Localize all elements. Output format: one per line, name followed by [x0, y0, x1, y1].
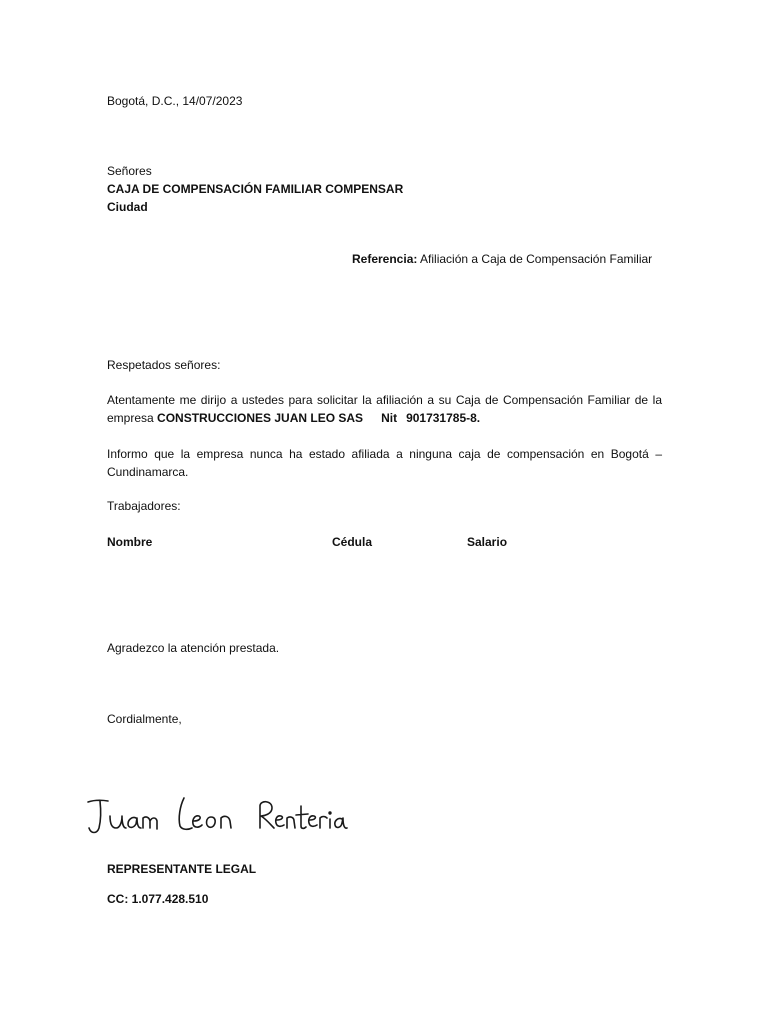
place-date: Bogotá, D.C., 14/07/2023 [107, 94, 243, 108]
nit-label: Nit [381, 411, 398, 425]
recipient-city: Ciudad [107, 200, 148, 214]
table-header-nombre: Nombre [107, 535, 153, 549]
paragraph-status: Informo que la empresa nunca ha estado afiliada a ninguna caja de compensación en Bogotá – Cundinamarca. [107, 447, 662, 479]
table-header-salario: Salario [467, 535, 508, 549]
company-name: CONSTRUCCIONES JUAN LEO SAS [157, 411, 364, 425]
closing-line: Cordialmente, [107, 712, 182, 726]
reference-text: Afiliación a Caja de Compensación Familiar [420, 252, 653, 266]
greeting: Respetados señores: [107, 358, 221, 372]
recipient-block [107, 162, 403, 216]
signer-id: CC: 1.077.428.510 [107, 892, 209, 906]
recipient-salutation: Señores [107, 164, 152, 178]
reference-line [352, 250, 652, 268]
reference-label: Referencia: [352, 252, 418, 266]
signer-role: REPRESENTANTE LEGAL [107, 862, 257, 876]
table-header-cedula: Cédula [332, 535, 373, 549]
paragraph-request [107, 391, 662, 427]
paragraph-request-text: Atentamente me dirijo a ustedes para solicitar la afiliación a su Caja de Compensación Familiar de la empresa [107, 393, 662, 425]
workers-label: Trabajadores: [107, 499, 181, 513]
handwritten-signature [80, 788, 350, 844]
recipient-organization: CAJA DE COMPENSACIÓN FAMILIAR COMPENSAR [107, 182, 404, 196]
thanks-line: Agradezco la atención prestada. [107, 641, 280, 655]
nit-value: 901731785-8. [406, 411, 481, 425]
